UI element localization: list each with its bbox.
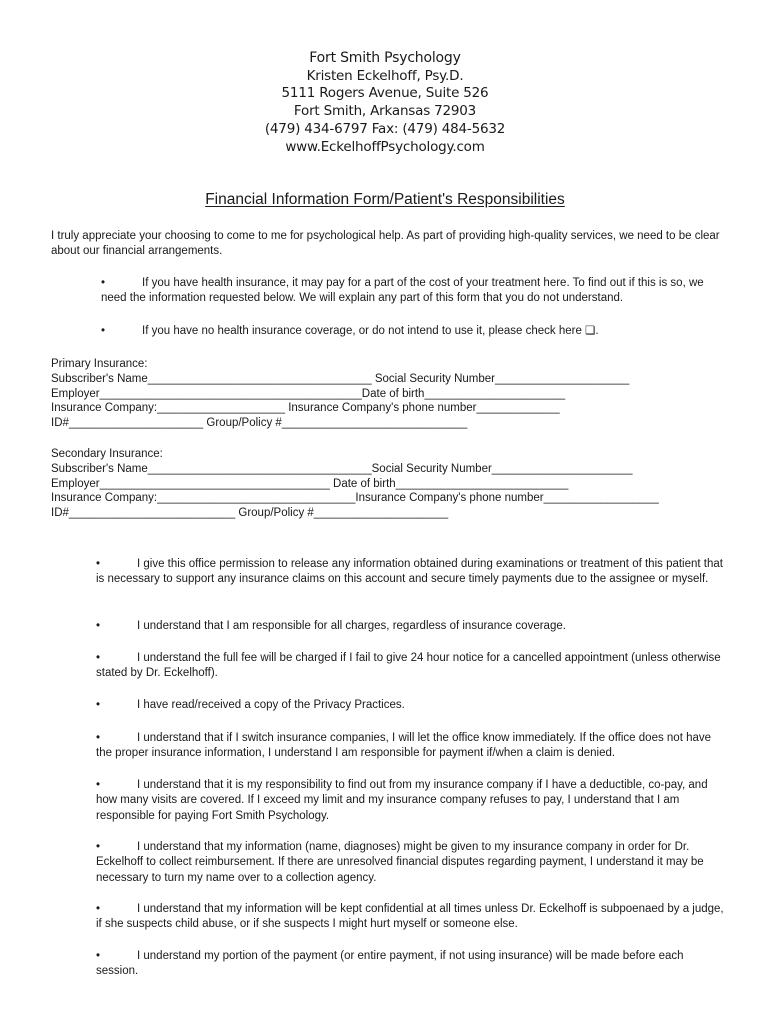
bullet-mark: • [96, 779, 101, 791]
address-line-1: 5111 Rogers Avenue, Suite 526 [281, 85, 489, 102]
id-group-policy-line[interactable]: ID#__________________________ Group/Policy #_____________________ [51, 507, 449, 520]
bullet-mark: • [96, 732, 101, 744]
insurance-company-phone-line[interactable]: Insurance Company:_______________________________Insurance Company's phone number__________________ [51, 492, 659, 505]
address-line-2: Fort Smith, Arkansas 72903 [293, 103, 477, 120]
responsibility-item [96, 902, 726, 933]
responsibility-text: I understand the full fee will be charged if I fail to give 24 hour notice for a cancelled appointment (unless otherwise stated by Dr. Eckelhoff). [96, 652, 721, 680]
responsibility-text: I understand that I am responsible for all charges, regardless of insurance coverage. [137, 620, 566, 632]
responsibility-item [96, 778, 726, 824]
employer-dob-line[interactable]: Employer_________________________________________Date of birth______________________ [51, 387, 566, 400]
website: www.EckelhoffPsychology.com [285, 138, 485, 155]
subscriber-ssn-line[interactable]: Subscriber's Name___________________________________ Social Security Number_____________________ [51, 372, 630, 385]
bullet-mark: • [96, 620, 101, 632]
insurance-company-phone-line[interactable]: Insurance Company:____________________ Insurance Company's phone number_____________ [51, 402, 560, 415]
form-title: Financial Information Form/Patient's Responsibilities [205, 191, 565, 208]
bullet-mark: • [101, 325, 106, 337]
responsibility-text: I give this office permission to release any information obtained during examinations or treatment of this patient that is necessary to support any insurance claims on this account and secure timely payments due to the assignee or myself. [96, 558, 723, 586]
responsibility-item [96, 557, 726, 588]
responsibility-item [96, 840, 726, 886]
responsibility-item [96, 619, 726, 634]
bullet-mark: • [96, 841, 101, 853]
practice-name: Fort Smith Psychology [309, 50, 461, 66]
bullet-mark: • [96, 558, 101, 570]
responsibility-item [96, 731, 726, 762]
section-heading: Primary Insurance: [51, 358, 148, 370]
doctor-name: Kristen Eckelhoff, Psy.D. [306, 67, 464, 84]
intro-bullet [101, 324, 727, 339]
letterhead [0, 50, 770, 156]
bullet-mark: • [96, 950, 101, 962]
id-group-policy-line[interactable]: ID#_____________________ Group/Policy #_____________________________ [51, 417, 468, 430]
primary-insurance-section [51, 357, 741, 431]
responsibility-text: I understand that my information will be kept confidential at all times unless Dr. Eckelhoff is subpoenaed by a judge, if she suspects child abuse, or if she suspects I might hurt myself or someone else. [96, 903, 724, 931]
bullet-mark: • [96, 652, 101, 664]
intro-paragraph: I truly appreciate your choosing to come to me for psychological help. As part of providing high-quality services, we need to be clear about our financial arrangements. [51, 230, 720, 257]
bullet-mark: • [101, 277, 106, 289]
employer-dob-line[interactable]: Employer____________________________________ Date of birth___________________________ [51, 477, 569, 490]
intro-bullet-text: If you have health insurance, it may pay for a part of the cost of your treatment here. To find out if this is so, we need the information requested below. We will explain any part of this form that you do not understand. [101, 277, 704, 304]
responsibility-item [96, 651, 726, 682]
bullet-mark: • [96, 903, 101, 915]
responsibility-item [96, 949, 726, 980]
intro-bullet [101, 276, 727, 306]
responsibility-item [96, 698, 726, 713]
bullet-mark: • [96, 699, 101, 711]
subscriber-ssn-line[interactable]: Subscriber's Name___________________________________Social Security Number______________________ [51, 462, 633, 475]
responsibility-text: I understand my portion of the payment (or entire payment, if not using insurance) will be made before each session. [96, 950, 684, 978]
secondary-insurance-section [51, 447, 741, 521]
responsibility-text: I understand that my information (name, diagnoses) might be given to my insurance company in order for Dr. Eckelhoff to collect reimbursement. If there are unresolved financial disputes regarding payment, I understand it may be necessary to turn my name over to a collection agency. [96, 841, 704, 884]
responsibility-text: I have read/received a copy of the Privacy Practices. [137, 699, 405, 711]
phone-fax: (479) 434-6797 Fax: (479) 484-5632 [264, 120, 506, 137]
intro-bullet-text: If you have no health insurance coverage, or do not intend to use it, please check here ❏. [142, 325, 599, 337]
responsibility-text: I understand that if I switch insurance companies, I will let the office know immediately. If the office does not have the proper insurance information, I understand I am responsible for payment if/when a claim is denied. [96, 732, 712, 760]
responsibility-text: I understand that it is my responsibility to find out from my insurance company if I have a deductible, co-pay, and how many visits are covered. If I exceed my limit and my insurance company refuses to pay, I understand that I am responsible for paying Fort Smith Psychology. [96, 779, 708, 822]
section-heading: Secondary Insurance: [51, 448, 163, 460]
